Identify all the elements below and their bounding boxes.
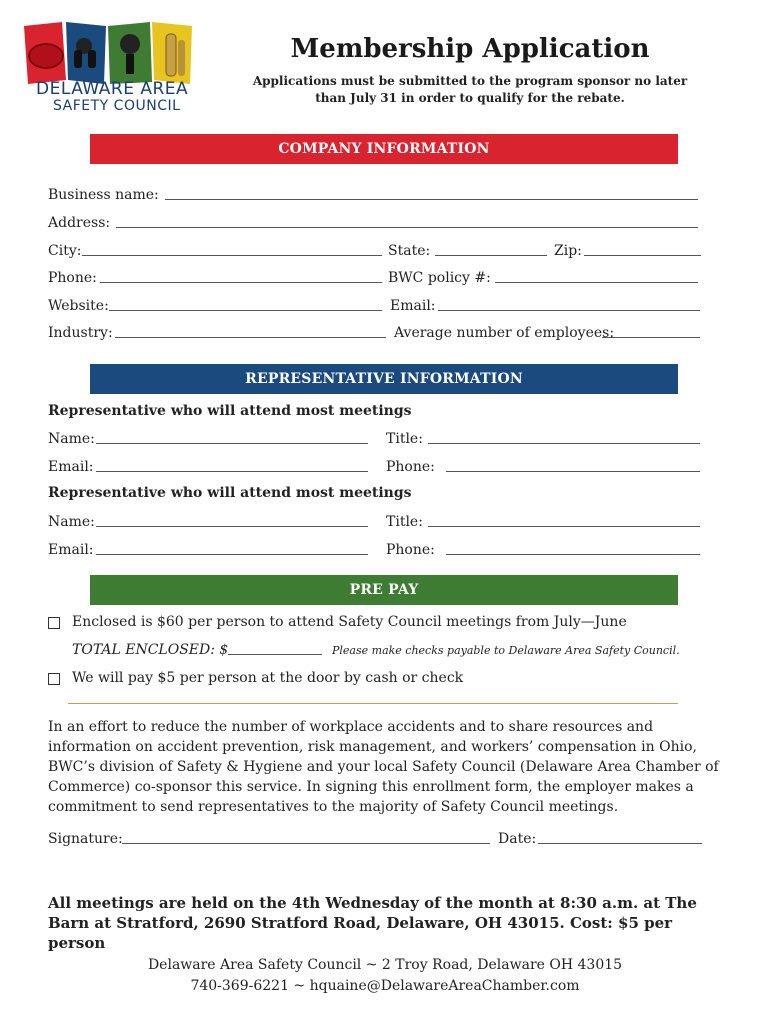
employees-label: Average number of employees: [394, 325, 615, 341]
address-field[interactable] [116, 213, 698, 228]
date-label: Date: [498, 831, 537, 847]
section-representative-header: REPRESENTATIVE INFORMATION [90, 364, 678, 394]
company-email-label: Email: [390, 298, 436, 314]
rep2-name-field[interactable] [96, 512, 368, 527]
rep1-name-label: Name: [48, 431, 95, 447]
rep2-title-label: Title: [386, 514, 423, 530]
city-label: City: [48, 243, 82, 259]
section-company-header: COMPANY INFORMATION [90, 134, 678, 164]
signature-label: Signature: [48, 831, 123, 847]
rep1-email-label: Email: [48, 459, 94, 475]
row-rep1-name-title [48, 429, 703, 449]
meetings-note: All meetings are held on the 4th Wednesday of the month at 8:30 a.m. at The Barn at Stratford, 2690 Stratford Road, Delaware, OH 43015. Cost: $5 per person [48, 894, 697, 952]
rep1-heading: Representative who will attend most meetings [48, 403, 412, 419]
employees-field[interactable] [602, 323, 700, 338]
website-label: Website: [48, 298, 109, 314]
divider [68, 703, 678, 704]
logo-graphic [22, 22, 202, 84]
logo-line-1: DELAWARE AREA [36, 79, 189, 99]
zip-field[interactable] [584, 241, 701, 256]
rep1-title-field[interactable] [428, 429, 700, 444]
state-field[interactable] [435, 241, 547, 256]
date-field[interactable] [538, 829, 702, 844]
business-name-label: Business name: [48, 187, 159, 203]
row-rep2-email-phone [48, 540, 703, 560]
rep1-phone-label: Phone: [386, 459, 435, 475]
total-enclosed-label: TOTAL ENCLOSED: $ [72, 642, 229, 658]
row-signature-date [48, 829, 703, 849]
rep1-title-label: Title: [386, 431, 423, 447]
row-rep1-email-phone [48, 457, 703, 477]
row-city-state-zip [48, 241, 703, 261]
row-business-name [48, 185, 703, 205]
rep2-name-label: Name: [48, 514, 95, 530]
zip-label: Zip: [554, 243, 582, 259]
page-subtitle: Applications must be submitted to the program sponsor no later than July 31 in order to qualify for the rebate. [252, 74, 688, 105]
checks-payable-note: Please make checks payable to Delaware Area Safety Council. [332, 644, 680, 657]
footer-contact: 740-369-6221 ~ hquaine@DelawareAreaChamber.com [190, 978, 580, 994]
row-industry-employees [48, 323, 703, 343]
row-phone-bwc [48, 268, 703, 288]
rep2-email-label: Email: [48, 542, 94, 558]
company-email-field[interactable] [438, 296, 700, 311]
footer-address: Delaware Area Safety Council ~ 2 Troy Road, Delaware OH 43015 [147, 957, 623, 973]
commitment-paragraph: In an effort to reduce the number of workplace accidents and to share resources and information on accident prevention, risk management, and workers’ compensation in Ohio, BWC’s division of Safety & Hygiene and your local Safety Council (Delaware Area Chamber of Commerce) co-sponsor this service. In signing this enrollment form, the employer makes a commitment to send representatives to the majority of Safety Council meetings. [48, 719, 719, 815]
website-field[interactable] [109, 296, 382, 311]
row-website-email [48, 296, 703, 316]
section-prepay-header: PRE PAY [90, 575, 678, 605]
state-label: State: [388, 243, 431, 259]
total-enclosed-field[interactable] [228, 640, 322, 655]
option-enclosed-label: Enclosed is $60 per person to attend Safety Council meetings from July—June [72, 614, 627, 630]
option-door-label: We will pay $5 per person at the door by cash or check [72, 670, 464, 686]
rep2-email-field[interactable] [96, 540, 368, 555]
page-title: Membership Application [290, 34, 650, 64]
bwc-field[interactable] [495, 268, 698, 283]
phone-label: Phone: [48, 270, 97, 286]
business-name-field[interactable] [165, 185, 698, 200]
rep2-phone-label: Phone: [386, 542, 435, 558]
option-door-checkbox[interactable] [48, 673, 60, 685]
row-total-enclosed [72, 640, 692, 660]
rep1-name-field[interactable] [96, 429, 368, 444]
row-rep2-name-title [48, 512, 703, 532]
logo-wordmark [36, 81, 206, 114]
row-address [48, 213, 703, 233]
rep1-phone-field[interactable] [446, 457, 700, 472]
rep2-title-field[interactable] [428, 512, 700, 527]
logo-line-2: SAFETY COUNCIL [53, 97, 181, 114]
signature-field[interactable] [122, 829, 490, 844]
bwc-label: BWC policy #: [388, 270, 491, 286]
address-label: Address: [48, 215, 111, 231]
industry-field[interactable] [115, 323, 386, 338]
phone-field[interactable] [100, 268, 382, 283]
industry-label: Industry: [48, 325, 113, 341]
rep2-heading: Representative who will attend most meetings [48, 485, 412, 501]
rep2-phone-field[interactable] [446, 540, 700, 555]
city-field[interactable] [82, 241, 382, 256]
rep1-email-field[interactable] [96, 457, 368, 472]
option-enclosed-checkbox[interactable] [48, 617, 60, 629]
